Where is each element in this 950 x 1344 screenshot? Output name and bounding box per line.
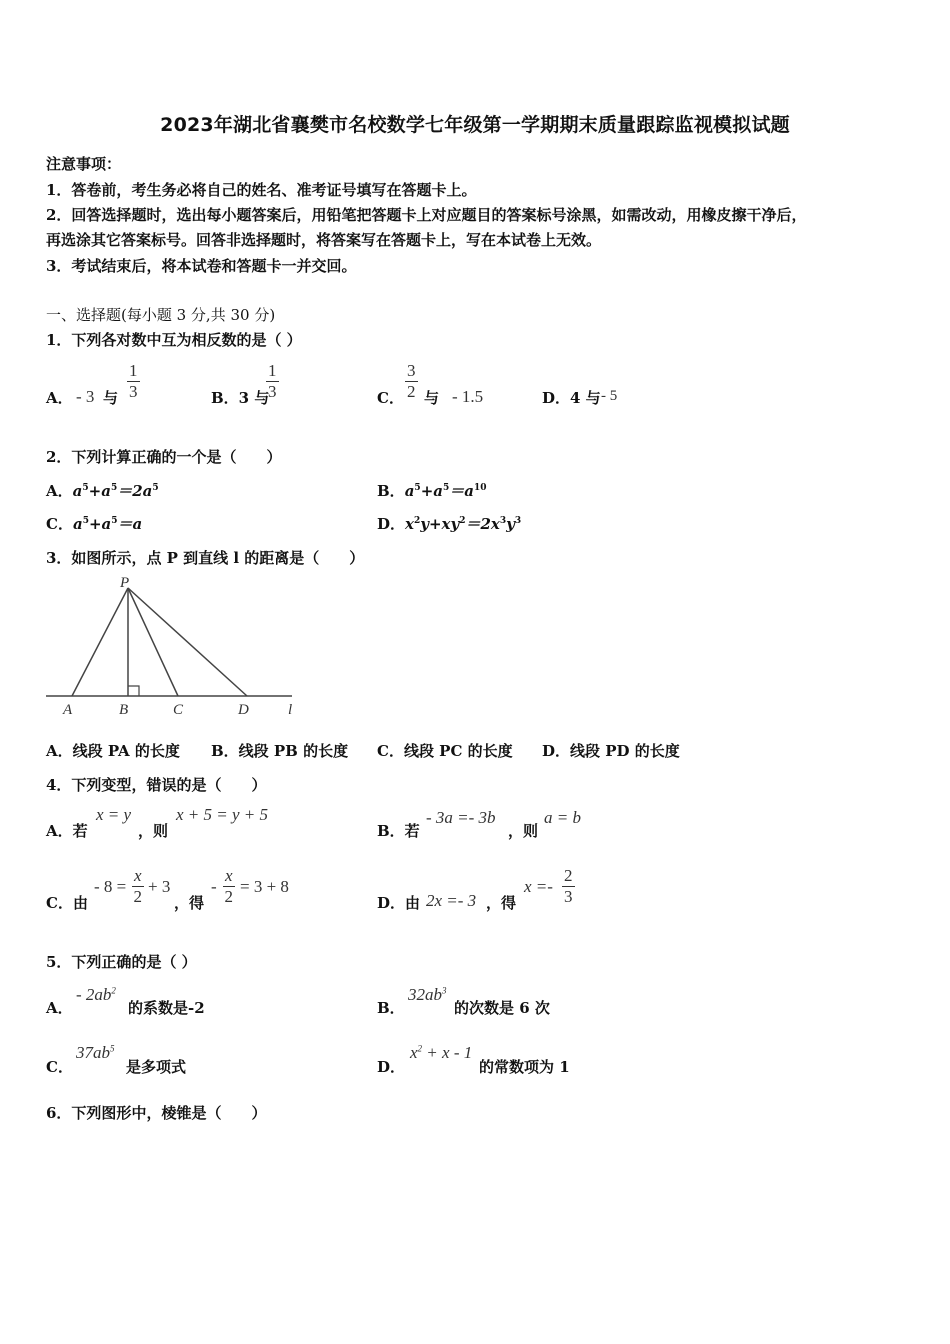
notice-heading: 注意事项： — [46, 155, 122, 173]
q5-option-c-label: C． — [46, 1058, 73, 1076]
q4-option-d-fraction: $\frac{2}{3}$ — [564, 866, 573, 906]
segment-pc — [128, 588, 178, 696]
label-p: P — [120, 575, 130, 591]
q5-option-c-text: 是多项式 — [126, 1058, 187, 1076]
q3-option-c: C．线段 PC 的长度 — [377, 742, 513, 760]
q4-option-c-post: + 3 — [148, 877, 171, 896]
q4-option-c-pre: - 8 = — [94, 877, 127, 896]
q4-option-a-label: A．若 — [46, 822, 88, 840]
label-l: l — [288, 702, 293, 718]
q1-option-a-label: A． — [46, 389, 73, 407]
q5-option-a-text: 的系数是-2 — [128, 999, 205, 1017]
q1-option-d-label: D．4 与 — [542, 389, 601, 407]
q4-option-b-eq2: a = b — [544, 808, 581, 827]
q2-option-a: A．$a^5+a^5=2a^5$ — [46, 482, 159, 500]
q1-option-b-fraction: $\frac{1}{3}$ — [268, 361, 277, 401]
notice-item-2-cont: 再选涂其它答案标号。回答非选择题时，将答案写在答题卡上，写在本试卷上无效。 — [46, 231, 602, 249]
segment-pd — [128, 588, 247, 696]
q4-option-d-eq1: 2x =- 3 — [426, 891, 477, 910]
q5-option-b-text: 的次数是 6 次 — [454, 999, 550, 1017]
q4-option-a-eq1: x = y — [96, 805, 132, 824]
q1-option-c-fraction: $\frac{3}{2}$ — [407, 361, 416, 401]
q4-option-d-label: D．由 — [377, 894, 421, 912]
q4-option-c-post2: = 3 + 8 — [240, 877, 289, 896]
q5-option-d-expr: $x^2 + x - 1$ — [410, 1043, 473, 1062]
q4-option-a-eq2: x + 5 = y + 5 — [176, 805, 269, 824]
q5-option-c-expr: $37ab^5$ — [76, 1043, 115, 1062]
q6-stem: 6．下列图形中，棱锥是（ ） — [46, 1104, 267, 1122]
q3-option-a: A．线段 PA 的长度 — [46, 742, 180, 760]
q3-option-d: D．线段 PD 的长度 — [542, 742, 680, 760]
q3-option-b: B．线段 PB 的长度 — [211, 742, 349, 760]
q4-option-b-then: ，则 — [508, 822, 539, 840]
page-title: 2023年湖北省襄樊市名校数学七年级第一学期期末质量跟踪监视模拟试题 — [160, 114, 790, 136]
notice-item-3: 3．考试结束后，将本试卷和答题卡一并交回。 — [46, 257, 357, 275]
label-d: D — [238, 702, 249, 718]
q1-option-d-right: - 5 — [601, 388, 618, 404]
q4-option-c-fraction2: $\frac{x}{2}$ — [224, 866, 234, 906]
q4-option-d-pre: x =- — [524, 877, 553, 896]
q1-option-c-right: - 1.5 — [452, 387, 484, 406]
q1-option-b-label: B．3 与 — [211, 389, 270, 407]
q1-option-a-left: - 3 — [76, 387, 95, 406]
label-a: A — [63, 702, 73, 718]
q4-option-d-get: ，得 — [486, 894, 517, 912]
q1-option-c-label: C． — [377, 389, 404, 407]
q5-option-d-label: D． — [377, 1058, 406, 1076]
q2-option-b: B．$a^5+a^5=a^{10}$ — [377, 482, 487, 500]
label-c: C — [173, 702, 184, 718]
q4-option-c-pre2: - — [211, 877, 217, 896]
segment-pa — [72, 588, 128, 696]
q2-option-c: C．$a^5+a^5=a$ — [46, 515, 143, 533]
label-b: B — [119, 702, 129, 718]
right-angle-mark — [128, 686, 139, 696]
q3-figure — [44, 574, 304, 724]
q5-option-a-expr: - $2ab^2$ — [76, 985, 116, 1004]
q4-option-b-eq1: - 3a =- 3b — [426, 808, 496, 827]
q5-option-d-text: 的常数项为 1 — [479, 1058, 570, 1076]
q5-option-b-label: B． — [377, 999, 405, 1017]
q4-option-b-label: B．若 — [377, 822, 420, 840]
q1-option-a-fraction: $\frac{1}{3}$ — [129, 361, 138, 401]
q4-option-c-get: ，得 — [174, 894, 205, 912]
q4-stem: 4．下列变型，错误的是（ ） — [46, 776, 267, 794]
q5-option-b-expr: $32ab^3$ — [408, 985, 447, 1004]
notice-item-2: 2．回答选择题时，选出每小题答案后，用铅笔把答题卡上对应题目的答案标号涂黑，如需改动，用橡皮擦干净后， — [46, 206, 807, 224]
q5-option-a-label: A． — [46, 999, 73, 1017]
q4-option-c-fraction: $\frac{x}{2}$ — [133, 866, 143, 906]
q3-stem: 3．如图所示，点 P 到直线 l 的距离是（ ） — [46, 549, 365, 567]
q4-option-a-then: ，则 — [138, 822, 169, 840]
notice-item-1: 1．答卷前，考生务必将自己的姓名、准考证号填写在答题卡上。 — [46, 181, 477, 199]
q5-stem: 5．下列正确的是（ ） — [46, 953, 197, 971]
q1-stem: 1．下列各对数中互为相反数的是（ ） — [46, 331, 302, 349]
q4-option-c-label: C．由 — [46, 894, 88, 912]
section-heading: 一、选择题(每小题 3 分,共 30 分) — [46, 306, 276, 324]
q2-option-d: D．$x^2y+xy^2=2x^3y^3$ — [377, 515, 522, 533]
q1-option-c-mid: 与 — [424, 389, 440, 407]
q2-stem: 2．下列计算正确的一个是（ ） — [46, 448, 282, 466]
q1-option-a-mid: 与 — [103, 389, 119, 407]
